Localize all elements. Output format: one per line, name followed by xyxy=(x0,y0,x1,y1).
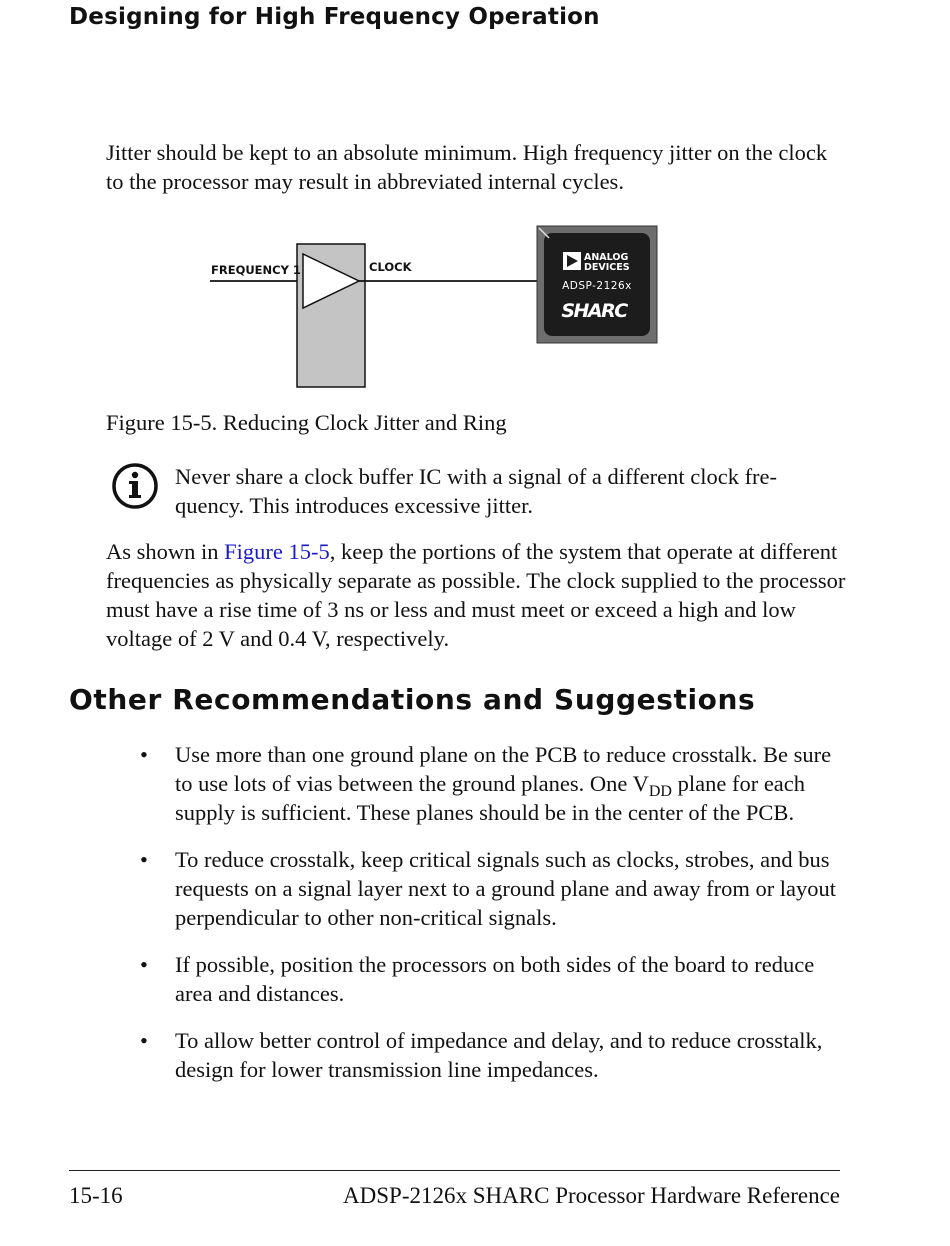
bullet-dot: • xyxy=(140,952,148,977)
info-icon xyxy=(111,462,159,510)
section-heading: Other Recommendations and Suggestions xyxy=(69,683,756,716)
clock-label: CLOCK xyxy=(369,260,412,274)
paragraph-text-start: As shown in xyxy=(106,539,225,564)
vdd-subscript: DD xyxy=(648,783,672,800)
book-title: ADSP-2126x SHARC Processor Hardware Reference xyxy=(343,1183,840,1208)
recommendations-list xyxy=(140,740,850,1084)
page-number: 15-16 xyxy=(69,1183,123,1208)
logo-line2: DEVICES xyxy=(584,262,630,273)
separation-paragraph xyxy=(106,537,846,653)
note-text: Never share a clock buffer IC with a signal of a different clock fre-quency. This introduces excessive jitter. xyxy=(175,464,778,518)
intro-paragraph: Jitter should be kept to an absolute minimum. High frequency jitter on the clock to the processor may result in abbreviated internal cycles. xyxy=(106,140,828,194)
bullet-dot: • xyxy=(140,1028,148,1053)
bullet-dot: • xyxy=(140,847,148,872)
bullet-text: To reduce crosstalk, keep critical signals such as clocks, strobes, and bus requests on a signal layer next to a ground plane and away from or layout perpendicular to other non-critical signals. xyxy=(175,847,837,930)
clock-jitter-figure xyxy=(0,0,950,400)
bullet-text-end: plane for each supply is sufficient. These planes should be in the center of the PCB. xyxy=(175,771,806,825)
list-item xyxy=(140,845,850,932)
frequency-label: FREQUENCY 1 xyxy=(211,263,301,277)
footer-divider xyxy=(69,1170,840,1171)
bullet-text: If possible, position the processors on both sides of the board to reduce area and distances. xyxy=(175,952,815,1006)
bullet-text: To allow better control of impedance and delay, and to reduce crosstalk, design for lower transmission line impedances. xyxy=(175,1028,823,1082)
running-header: Designing for High Frequency Operation xyxy=(69,4,600,30)
sharc-logo: SHARC xyxy=(561,300,627,322)
bullet-text-start: Use more than one ground plane on the PCB to reduce crosstalk. Be sure to use lots of vias between the ground planes. One V xyxy=(175,742,832,796)
list-item xyxy=(140,1026,850,1084)
chip-part-number: ADSP-2126x xyxy=(562,280,632,292)
list-item xyxy=(140,950,850,1008)
list-item xyxy=(140,740,850,827)
figure-caption: Figure 15-5. Reducing Clock Jitter and Ring xyxy=(106,410,507,435)
figure-15-5-link[interactable]: Figure 15-5 xyxy=(224,539,330,564)
paragraph-text-end: , keep the portions of the system that operate at different frequencies as physically separate as possible. The clock supplied to the processor must have a rise time of 3 ns or less and must meet or exceed a high and low voltage of 2 V and 0.4 V, respectively. xyxy=(106,539,846,651)
logo-line1: ANALOG xyxy=(584,252,629,263)
bullet-dot: • xyxy=(140,742,148,767)
